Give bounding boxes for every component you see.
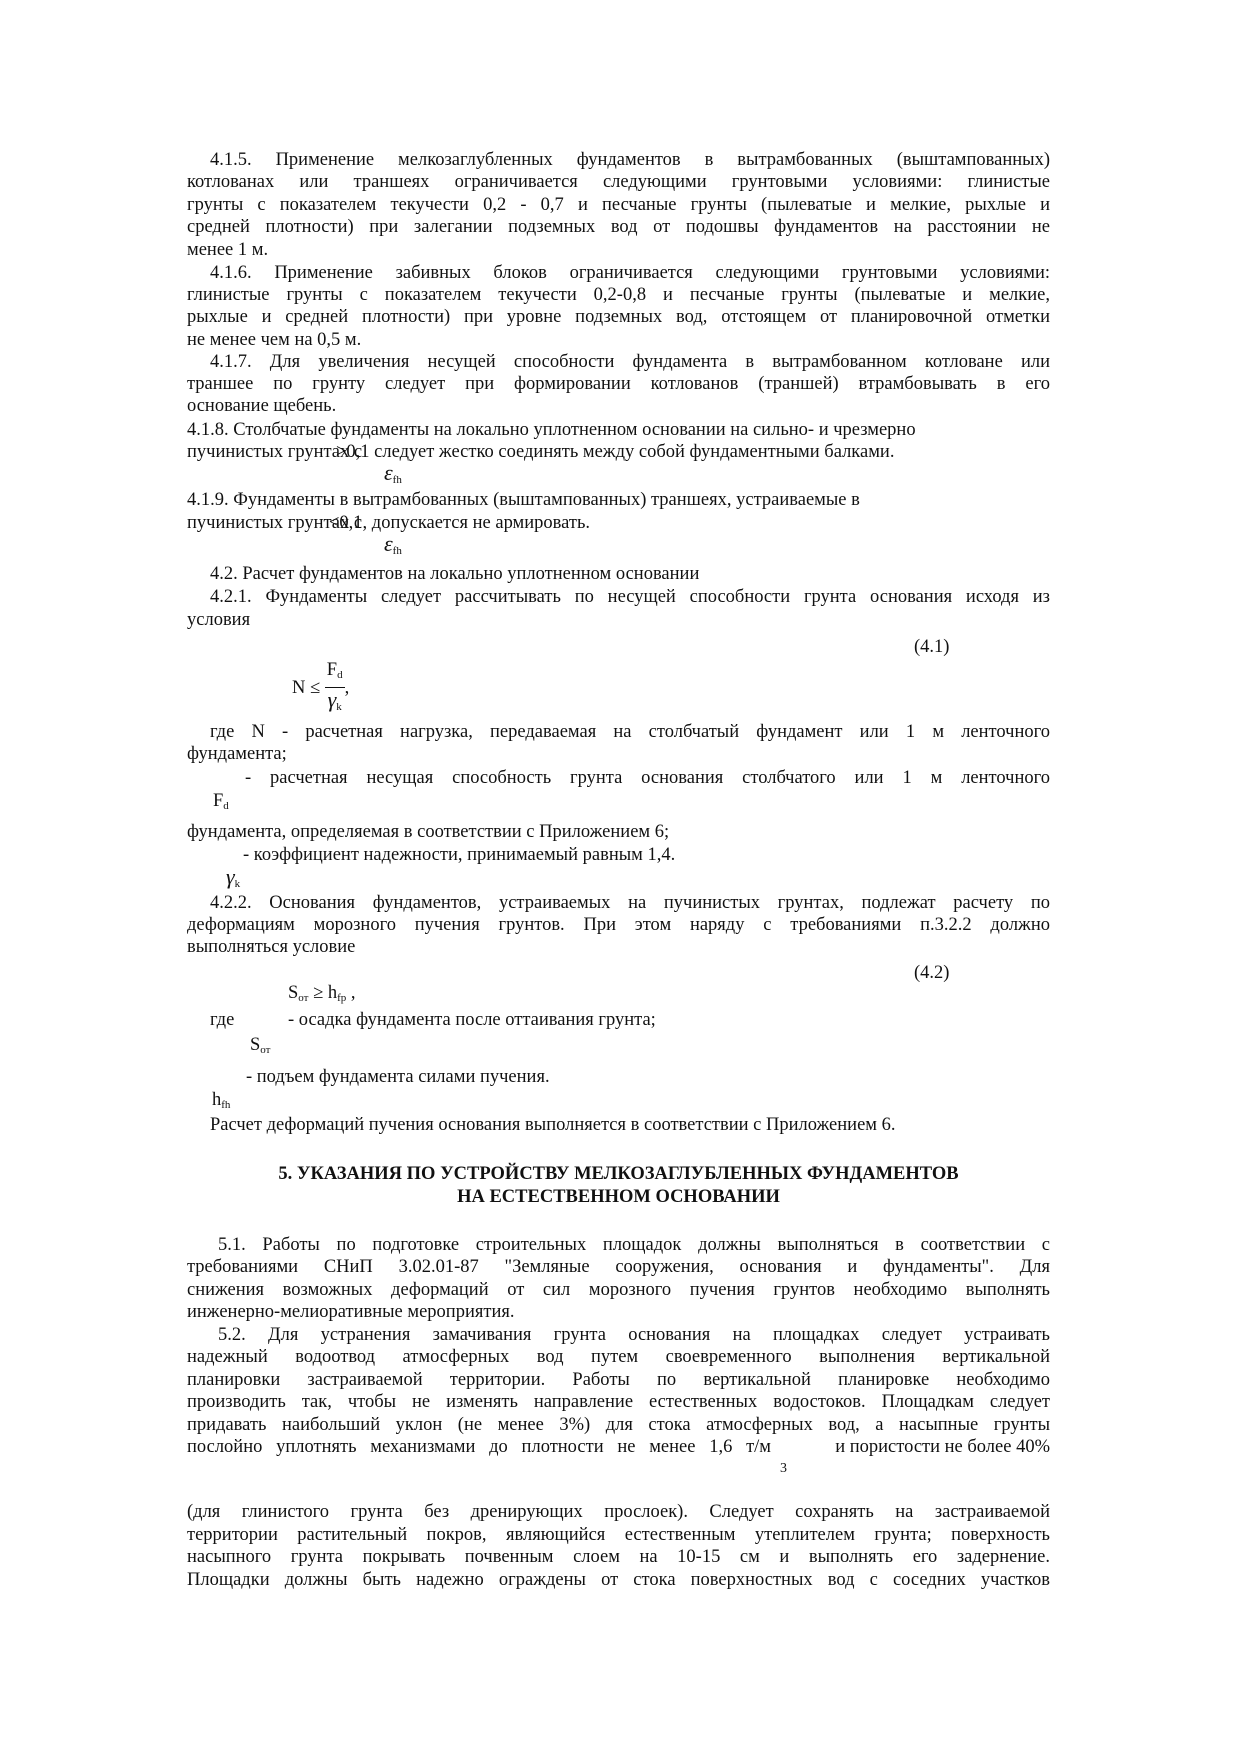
text-line: Площадки должны быть надежно ограждены от стока поверхностных вод с соседних участков: [187, 1570, 1050, 1590]
text-line: выполняться условие: [187, 937, 356, 957]
text-line: - подъем фундамента силами пучения.: [246, 1067, 550, 1087]
formula-4-2: $S_{от} \ge h_{fp}$ ,: [288, 983, 356, 1004]
text-line: фундамента;: [187, 744, 287, 764]
text-line: территории растительный покров, являющийся естественным утеплителем грунта; поверхность: [187, 1525, 1050, 1545]
text-line: снижения возможных деформаций от сил морозного пучения грунтов необходимо выполнять: [187, 1280, 1050, 1300]
text-line: 4.1.7. Для увеличения несущей способности фундамента в вытрамбованном котловане или: [210, 352, 1050, 372]
text-line: где: [210, 1010, 235, 1030]
text-line: планировки застраиваемой территории. Работы по вертикальной планировке необходимо: [187, 1370, 1050, 1390]
S-ot-symbol: $S_{от}$: [250, 1035, 271, 1056]
text-line: (для глинистого грунта без дренирующих прослоек). Следует сохранять на застраиваемой: [187, 1502, 1050, 1522]
text-line: грунты с показателем текучести 0,2 - 0,7 и песчаные грунты (пылеватые и мелкие, рыхлые и: [187, 195, 1050, 215]
text-line: пучинистых грунтах с: [187, 513, 363, 533]
text-line: средней плотности) при залегании подземных вод от подошвы фундаментов на расстоянии не: [187, 217, 1050, 237]
text-line: придавать наибольший уклон (не менее 3%) для стока атмосферных вод, а насыпные грунты: [187, 1415, 1050, 1435]
text-line: 4.1.9. Фундаменты в вытрамбованных (выштампованных) траншеях, устраиваемые в: [187, 490, 860, 510]
text-line: котлованах или траншеях ограничивается следующими грунтовыми условиями: глинистые: [187, 172, 1050, 192]
text-line: насыпного грунта покрывать почвенным слоем на 10-15 см и выполнять его задернение.: [187, 1547, 1050, 1567]
section-heading-4-2: 4.2. Расчет фундаментов на локально уплотненном основании: [210, 564, 700, 584]
text-line: Расчет деформаций пучения основания выполняется в соответствии с Приложением 6.: [210, 1115, 896, 1135]
text-line: фундамента, определяемая в соответствии с Приложением 6;: [187, 822, 670, 842]
formula-4-1: N ≤ $\frac{F_d}{\gamma_k}$ ,: [292, 660, 350, 713]
Fd-symbol: $F_d$: [213, 791, 229, 812]
h-fh-symbol: $h_{fh}$: [212, 1090, 231, 1111]
text-line: - коэффициент надежности, принимаемый равным 1,4.: [243, 845, 676, 865]
equation-number: (4.1): [914, 637, 950, 657]
text-line: где N - расчетная нагрузка, передаваемая на столбчатый фундамент или 1 м ленточного: [210, 722, 1050, 742]
text-line: деформациям морозного пучения грунтов. При этом наряду с требованиями п.3.2.2 должно: [187, 915, 1050, 935]
text-line: траншее по грунту следует при формировании котлованов (траншей) втрамбовывать в его: [187, 374, 1050, 394]
text-line: 4.1.6. Применение забивных блоков ограничивается следующими грунтовыми условиями:: [210, 263, 1050, 283]
section-title-5: 5. УКАЗАНИЯ ПО УСТРОЙСТВУ МЕЛКОЗАГЛУБЛЕННЫХ ФУНДАМЕНТОВ: [278, 1164, 959, 1184]
superscript-3: 3: [780, 1461, 787, 1476]
text-line: - осадка фундамента после оттаивания грунта;: [288, 1010, 656, 1030]
text-line: глинистые грунты с показателем текучести 0,2-0,8 и песчаные грунты (пылеватые и мелкие,: [187, 285, 1050, 305]
text-line: 4.2.1. Фундаменты следует рассчитывать по несущей способности грунта основания исходя из: [210, 587, 1050, 607]
section-title-5-line2: НА ЕСТЕСТВЕННОМ ОСНОВАНИИ: [457, 1187, 780, 1207]
text-line: менее 1 м.: [187, 240, 269, 260]
text-line: 4.1.8. Столбчатые фундаменты на локально уплотненном основании на сильно- и чрезмерно: [187, 420, 916, 440]
text-line: пучинистых грунтах с: [187, 442, 363, 462]
text-line: >0,1 следует жестко соединять между собой фундаментными балками.: [336, 442, 895, 462]
text-line: требованиями СНиП 3.02.01-87 "Земляные сооружения, основания и фундаменты". Для: [187, 1257, 1050, 1277]
text-line: 4.2.2. Основания фундаментов, устраиваемых на пучинистых грунтах, подлежат расчету по: [210, 893, 1050, 913]
text-line: послойно уплотнять механизмами до плотности не менее 1,6 т/м: [187, 1437, 771, 1457]
text-line: надежный водоотвод атмосферных вод путем своевременного выполнения вертикальной: [187, 1347, 1050, 1367]
text-line: - расчетная несущая способность грунта основания столбчатого или 1 м ленточного: [245, 768, 1050, 788]
text-line: 5.2. Для устранения замачивания грунта основания на площадках следует устраивать: [218, 1325, 1050, 1345]
text-line: не менее чем на 0,5 м.: [187, 330, 362, 350]
text-line: 5.1. Работы по подготовке строительных площадок должны выполняться в соответствии с: [218, 1235, 1050, 1255]
text-line: инженерно-мелиоративные мероприятия.: [187, 1302, 515, 1322]
text-line: и пористости не более 40%: [835, 1437, 1050, 1457]
text-line: <0,1, допускается не армировать.: [329, 513, 591, 533]
epsilon-fh-symbol: $\varepsilon_{fh}$: [384, 460, 402, 486]
text-line: основание щебень.: [187, 396, 337, 416]
text-line: условия: [187, 610, 251, 630]
text-line: производить так, чтобы не изменять направление естественных водостоков. Площадкам следует: [187, 1392, 1050, 1412]
gamma-k-symbol: $\gamma_k$: [226, 864, 241, 890]
text-line: рыхлые и средней плотности) при уровне подземных вод, отстоящем от планировочной отметки: [187, 307, 1050, 327]
equation-number: (4.2): [914, 963, 950, 983]
text-line: 4.1.5. Применение мелкозаглубленных фундаментов в вытрамбованных (выштампованных): [210, 150, 1050, 170]
epsilon-fh-symbol: $\varepsilon_{fh}$: [384, 531, 402, 557]
